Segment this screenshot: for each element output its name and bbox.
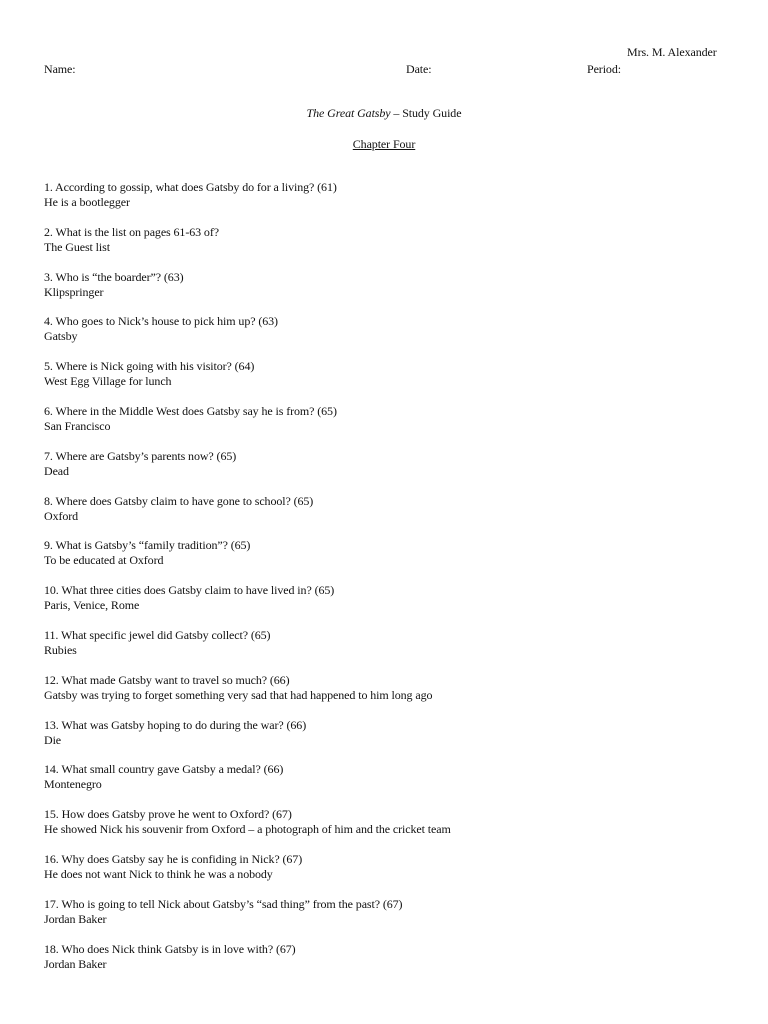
document-title [0,106,768,121]
answer-text: Montenegro [44,777,102,792]
answer-text: He is a bootlegger [44,195,130,209]
period-field-label: Period: [587,62,621,76]
answer-text: Oxford [44,508,79,523]
question-item [44,538,734,583]
question-text: 13. What was Gatsby hoping to do during the war? (66) [44,717,307,732]
question-text: 3. Who is “the boarder”? (63) [44,269,184,284]
question-item [44,225,734,270]
question-item [44,897,734,942]
question-text: 6. Where in the Middle West does Gatsby say he is from? (65) [44,403,337,418]
answer-text: He does not want Nick to think he was a nobody [44,866,273,881]
question-item [44,718,734,763]
question-text: 17. Who is going to tell Nick about Gatsby’s “sad thing” from the past? (67) [44,896,403,911]
question-text: 18. Who does Nick think Gatsby is in love with? (67) [44,941,296,956]
question-list [44,180,734,986]
answer-text: West Egg Village for lunch [44,374,172,389]
question-text: 4. Who goes to Nick’s house to pick him up? (63) [44,314,278,329]
question-text: 11. What specific jewel did Gatsby collect? (65) [44,627,271,642]
answer-text: He showed Nick his souvenir from Oxford – a photograph of him and the cricket team [44,822,451,837]
question-item [44,449,734,494]
question-item [44,762,734,807]
chapter-heading: Chapter Four [352,137,416,151]
question-text: 15. How does Gatsby prove he went to Oxford? (67) [44,807,292,822]
question-item [44,583,734,628]
book-title: The Great Gatsby [306,106,391,120]
teacher-name: Mrs. M. Alexander [627,45,717,59]
answer-text: Dead [44,463,69,478]
question-text: 14. What small country gave Gatsby a medal? (66) [44,762,284,777]
question-item [44,628,734,673]
answer-text: To be educated at Oxford [44,553,164,568]
question-item [44,359,734,404]
answer-text: Gatsby [44,329,78,344]
question-text: 10. What three cities does Gatsby claim to have lived in? (65) [44,583,335,598]
answer-text: Klipspringer [44,284,104,299]
question-text: 5. Where is Nick going with his visitor? (64) [44,359,255,374]
question-item [44,942,734,987]
answer-text: Gatsby was trying to forget something very sad that had happened to him long ago [44,687,433,702]
question-item [44,270,734,315]
question-text: 16. Why does Gatsby say he is confiding in Nick? (67) [44,851,303,866]
question-item [44,807,734,852]
question-item [44,180,734,225]
question-item [44,852,734,897]
question-text: 12. What made Gatsby want to travel so much? (66) [44,672,290,687]
answer-text: San Francisco [44,418,111,433]
answer-text: The Guest list [44,239,110,254]
answer-text: Die [44,732,62,747]
question-text: 9. What is Gatsby’s “family tradition”? (65) [44,538,251,553]
name-field-label: Name: [44,62,76,76]
question-text: 7. Where are Gatsby’s parents now? (65) [44,448,237,463]
answer-text: Jordan Baker [44,911,107,926]
question-item [44,314,734,359]
title-suffix: – Study Guide [390,106,462,120]
answer-text: Paris, Venice, Rome [44,598,140,613]
question-text: 1. According to gossip, what does Gatsby do for a living? (61) [44,180,337,194]
answer-text: Rubies [44,642,77,657]
question-text: 8. Where does Gatsby claim to have gone to school? (65) [44,493,314,508]
answer-text: Jordan Baker [44,956,107,971]
question-item [44,673,734,718]
question-item [44,404,734,449]
question-text: 2. What is the list on pages 61-63 of? [44,224,219,239]
date-field-label: Date: [406,62,432,76]
question-item [44,494,734,539]
